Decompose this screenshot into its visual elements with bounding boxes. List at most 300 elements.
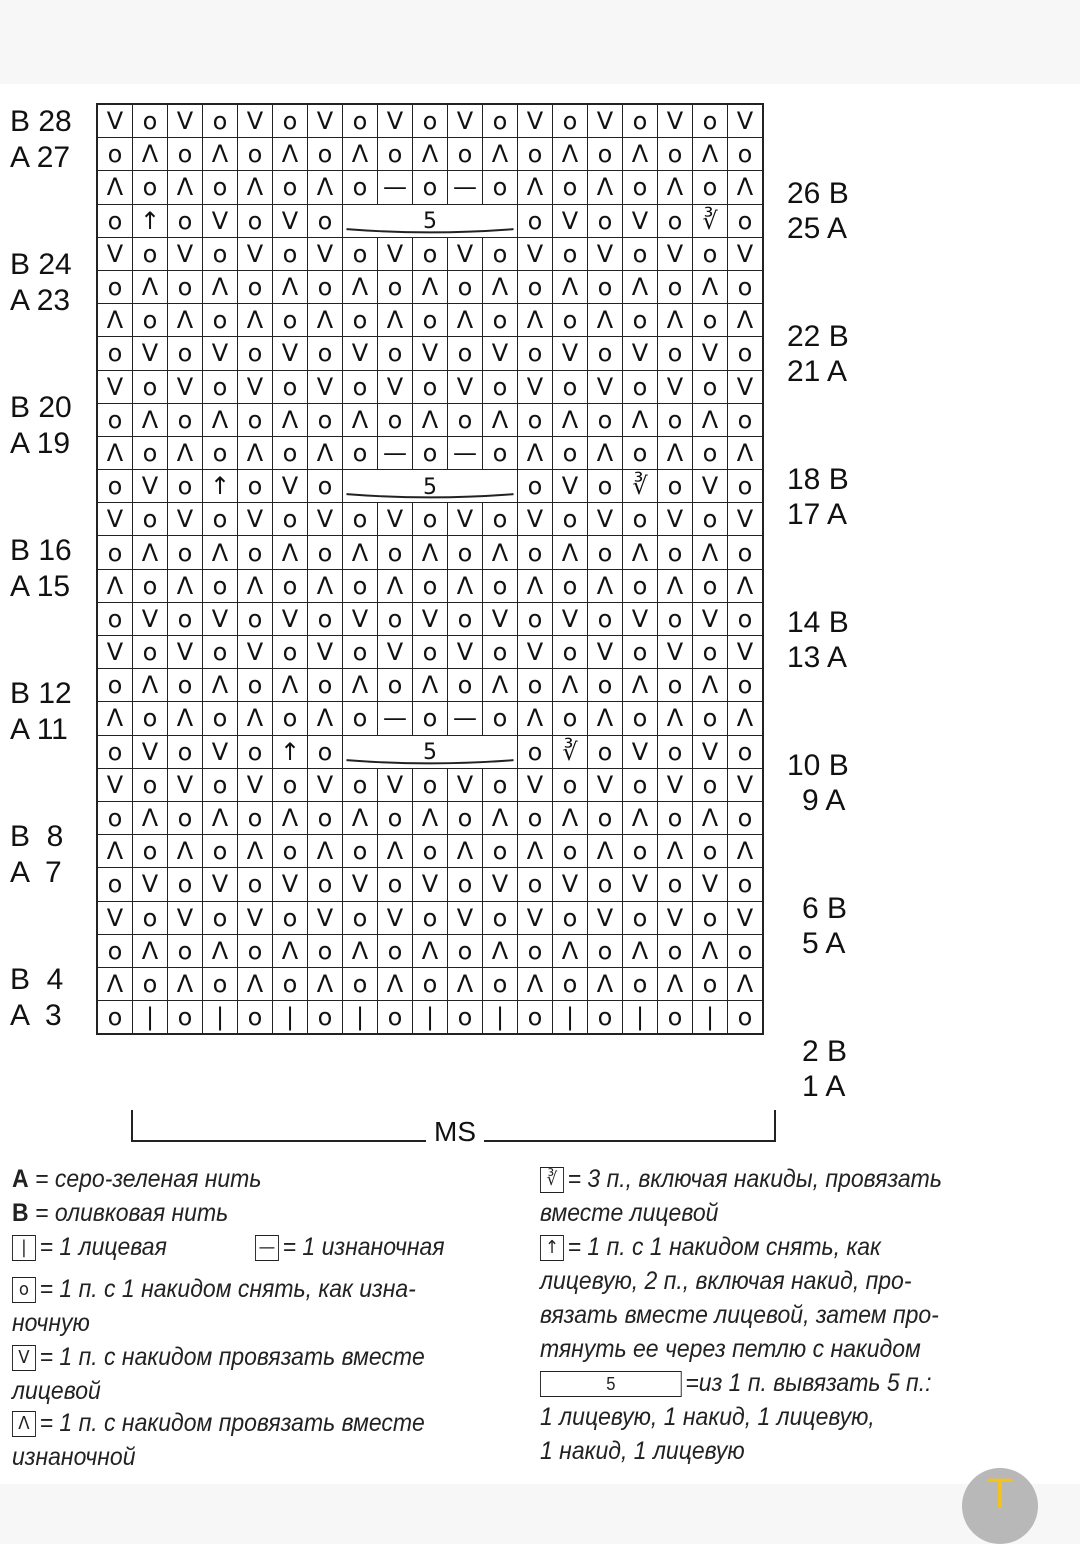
stitch-cell: Λ	[483, 801, 518, 834]
stitch-cell: Λ	[553, 934, 588, 967]
stitch-cell: V	[308, 901, 343, 934]
stitch-cell: ο	[483, 237, 518, 270]
legend-knit	[12, 1230, 167, 1264]
stitch-cell: ο	[693, 901, 728, 934]
stitch-cell: ο	[483, 901, 518, 934]
stitch-cell: ο	[97, 403, 133, 436]
stitch-cell: —	[378, 436, 413, 469]
stitch-cell: |	[483, 1001, 518, 1035]
chart-row-8	[97, 768, 763, 801]
stitch-cell: ο	[343, 569, 378, 602]
stitch-cell: V	[728, 768, 764, 801]
stitch-cell: Λ	[553, 536, 588, 569]
stitch-cell: ο	[413, 835, 448, 868]
stitch-cell: V	[658, 901, 693, 934]
stitch-cell: ο	[483, 436, 518, 469]
stitch-cell: ο	[623, 901, 658, 934]
stitch-cell: Λ	[623, 270, 658, 303]
stitch-cell: Λ	[728, 967, 764, 1000]
stitch-cell: Λ	[448, 304, 483, 337]
stitch-cell: Λ	[518, 835, 553, 868]
stitch-cell: Λ	[623, 669, 658, 702]
stitch-cell: V	[378, 768, 413, 801]
stitch-cell: V	[97, 370, 133, 403]
stitch-cell: ο	[588, 868, 623, 901]
stitch-cell: ο	[133, 569, 168, 602]
stitch-cell: ο	[413, 503, 448, 536]
stitch-cell: Λ	[273, 934, 308, 967]
stitch-cell: V	[728, 636, 764, 669]
legend-b-text: = оливковая нить	[28, 1199, 229, 1227]
stitch-cell: V	[133, 735, 168, 768]
stitch-cell: ο	[553, 901, 588, 934]
stitch-cell: V	[203, 204, 238, 237]
stitch-cell: ο	[308, 868, 343, 901]
chart-row-23	[97, 270, 763, 303]
stitch-cell: Λ	[588, 304, 623, 337]
purl-symbol-icon: —	[255, 1235, 279, 1261]
stitch-cell: ο	[343, 835, 378, 868]
stitch-cell: V	[588, 901, 623, 934]
stitch-cell: ο	[168, 868, 203, 901]
stitch-cell: V	[658, 370, 693, 403]
stitch-cell: ο	[553, 436, 588, 469]
stitch-cell: ο	[448, 602, 483, 635]
stitch-cell: V	[623, 337, 658, 370]
stitch-cell: —	[378, 171, 413, 204]
stitch-cell: Λ	[133, 403, 168, 436]
stitch-cell: Λ	[343, 669, 378, 702]
stitch-cell: ο	[308, 270, 343, 303]
stitch-cell: V	[448, 636, 483, 669]
stitch-cell: V	[483, 868, 518, 901]
stitch-cell: Λ	[203, 270, 238, 303]
row-label-5: 5 A	[802, 927, 846, 961]
stitch-cell: ο	[133, 768, 168, 801]
stitch-cell: ο	[238, 270, 273, 303]
stitch-cell: Λ	[623, 801, 658, 834]
row-label-2: 2 B	[802, 1034, 848, 1068]
stitch-cell: Λ	[238, 304, 273, 337]
stitch-cell: ο	[553, 237, 588, 270]
stitch-cell: Λ	[308, 967, 343, 1000]
stitch-cell: ο	[518, 270, 553, 303]
stitch-cell: Λ	[658, 171, 693, 204]
stitch-cell: Λ	[553, 270, 588, 303]
lambda-symbol-icon: Λ	[12, 1411, 36, 1437]
stitch-cell: ο	[448, 536, 483, 569]
stitch-cell: ο	[97, 868, 133, 901]
stitch-cell: ο	[273, 835, 308, 868]
stitch-cell: ο	[413, 304, 448, 337]
stitch-cell: ο	[133, 702, 168, 735]
row-label-15: A 15	[10, 569, 71, 603]
stitch-cell: ο	[203, 304, 238, 337]
stitch-cell: V	[97, 237, 133, 270]
stitch-cell: ο	[273, 967, 308, 1000]
stitch-cell: Λ	[658, 569, 693, 602]
stitch-cell: ο	[448, 138, 483, 171]
stitch-cell: ο	[448, 801, 483, 834]
stitch-cell: Λ	[483, 138, 518, 171]
stitch-cell: ο	[308, 337, 343, 370]
row-label-22: 22 B	[787, 319, 849, 353]
stitch-cell: ο	[483, 835, 518, 868]
stitch-cell: V	[343, 602, 378, 635]
stitch-cell: V	[728, 237, 764, 270]
stitch-cell: ο	[518, 470, 553, 503]
stitch-cell: ο	[483, 569, 518, 602]
stitch-cell: ο	[448, 270, 483, 303]
stitch-cell: |	[413, 1001, 448, 1035]
stitch-cell: Λ	[518, 967, 553, 1000]
stitch-cell: ο	[728, 669, 764, 702]
stitch-cell: V	[658, 636, 693, 669]
chart-row-3	[97, 934, 763, 967]
stitch-cell: ο	[658, 735, 693, 768]
stitch-cell: ο	[238, 602, 273, 635]
arrow-symbol-icon: ↑	[540, 1235, 564, 1261]
stitch-cell: V	[518, 636, 553, 669]
stitch-cell: ο	[273, 702, 308, 735]
stitch-cell: ο	[203, 171, 238, 204]
stitch-cell: Λ	[308, 436, 343, 469]
stitch-cell: Λ	[343, 403, 378, 436]
stitch-cell: V	[378, 901, 413, 934]
row-label-3: A 3	[10, 998, 62, 1032]
stitch-cell: ο	[623, 835, 658, 868]
stitch-cell: Λ	[623, 403, 658, 436]
stitch-cell: Λ	[378, 569, 413, 602]
text-tool-button[interactable]	[962, 1468, 1038, 1544]
stitch-cell: ο	[518, 536, 553, 569]
stitch-cell: ο	[728, 403, 764, 436]
stitch-cell: ∛	[693, 204, 728, 237]
stitch-cell: ο	[518, 403, 553, 436]
stitch-cell: ο	[97, 735, 133, 768]
stitch-cell: V	[273, 602, 308, 635]
stitch-cell: Λ	[97, 436, 133, 469]
stitch-cell: Λ	[448, 967, 483, 1000]
stitch-cell: ο	[693, 304, 728, 337]
legend-v	[12, 1340, 425, 1408]
row-label-13: 13 A	[787, 641, 848, 675]
stitch-cell: ο	[728, 735, 764, 768]
stitch-cell: Λ	[238, 171, 273, 204]
stitch-cell: ο	[693, 171, 728, 204]
stitch-cell: Λ	[588, 436, 623, 469]
stitch-cell: ο	[97, 602, 133, 635]
legend-arrow-text: = 1 п. с 1 накидом снять, как лицевую, 2 п., включая накид, про- вязать вместе лицевой, затем про- тянуть ее через петлю с накидом	[540, 1233, 939, 1363]
stitch-cell: Λ	[693, 669, 728, 702]
stitch-cell: ο	[273, 636, 308, 669]
stitch-cell: ο	[238, 735, 273, 768]
stitch-cell: V	[378, 636, 413, 669]
stitch-cell: Λ	[588, 171, 623, 204]
row-label-6: 6 B	[802, 891, 848, 925]
stitch-cell: Λ	[413, 801, 448, 834]
stitch-cell: ο	[553, 503, 588, 536]
stitch-cell: Λ	[168, 702, 203, 735]
stitch-cell: Λ	[413, 403, 448, 436]
increase-5-number: 5	[423, 740, 437, 766]
chart-row-26	[97, 171, 763, 204]
stitch-cell: ο	[693, 237, 728, 270]
stitch-cell: ο	[238, 536, 273, 569]
chart-row-1	[97, 1001, 763, 1035]
stitch-cell: ο	[133, 304, 168, 337]
stitch-cell: ο	[413, 768, 448, 801]
stitch-cell: V	[168, 636, 203, 669]
stitch-cell: V	[308, 636, 343, 669]
stitch-cell: V	[168, 370, 203, 403]
stitch-cell: Λ	[97, 967, 133, 1000]
stitch-cell: ο	[728, 337, 764, 370]
row-label-11: A 11	[10, 712, 68, 746]
stitch-cell: ο	[483, 104, 518, 138]
stitch-cell: ο	[238, 337, 273, 370]
stitch-cell: Λ	[203, 403, 238, 436]
stitch-cell: V	[483, 337, 518, 370]
stitch-cell: V	[378, 237, 413, 270]
stitch-cell: ο	[413, 636, 448, 669]
stitch-cell: —	[448, 171, 483, 204]
stitch-cell: Λ	[273, 669, 308, 702]
stitch-cell: ο	[203, 636, 238, 669]
row-label-28: B 28	[10, 105, 72, 138]
stitch-cell: V	[693, 470, 728, 503]
stitch-cell: Λ	[413, 138, 448, 171]
stitch-cell: ο	[728, 204, 764, 237]
stitch-cell: Λ	[203, 138, 238, 171]
stitch-cell: ο	[728, 470, 764, 503]
stitch-cell: Λ	[97, 569, 133, 602]
stitch-cell: ο	[658, 602, 693, 635]
stitch-cell: ο	[413, 702, 448, 735]
stitch-cell: ο	[518, 602, 553, 635]
stitch-cell: ο	[518, 669, 553, 702]
chart-row-21	[97, 337, 763, 370]
stitch-cell: V	[273, 868, 308, 901]
stitch-cell: ο	[413, 569, 448, 602]
stitch-cell: Λ	[273, 138, 308, 171]
stitch-cell: V	[168, 901, 203, 934]
stitch-cell: ο	[623, 967, 658, 1000]
stitch-cell: Λ	[273, 801, 308, 834]
stitch-cell: ο	[483, 304, 518, 337]
stitch-cell: Λ	[658, 702, 693, 735]
stitch-cell: Λ	[518, 171, 553, 204]
stitch-cell: ο	[693, 569, 728, 602]
stitch-cell: Λ	[658, 436, 693, 469]
stitch-cell: Λ	[343, 934, 378, 967]
stitch-cell: V	[518, 104, 553, 138]
stitch-cell: ο	[168, 270, 203, 303]
stitch-cell: ο	[273, 171, 308, 204]
stitch-cell: V	[623, 735, 658, 768]
stitch-cell: Λ	[343, 801, 378, 834]
stitch-cell: Λ	[97, 171, 133, 204]
stitch-cell: ο	[728, 138, 764, 171]
stitch-cell: ο	[168, 1001, 203, 1035]
chart-row-16	[97, 503, 763, 536]
stitch-cell: Λ	[378, 304, 413, 337]
stitch-cell: ο	[273, 237, 308, 270]
stitch-cell: ο	[448, 934, 483, 967]
stitch-cell: ο	[203, 503, 238, 536]
stitch-cell: ο	[308, 204, 343, 237]
stitch-cell: V	[448, 370, 483, 403]
stitch-cell: ο	[413, 104, 448, 138]
stitch-cell: ο	[448, 868, 483, 901]
stitch-cell: Λ	[133, 270, 168, 303]
stitch-cell: ο	[378, 403, 413, 436]
stitch-cell: Λ	[483, 270, 518, 303]
stitch-cell: ο	[623, 436, 658, 469]
stitch-cell: Λ	[413, 270, 448, 303]
stitch-cell: ο	[133, 237, 168, 270]
stitch-cell: Λ	[623, 138, 658, 171]
five-symbol-icon	[540, 1371, 682, 1397]
stitch-cell: ∛	[553, 735, 588, 768]
stitch-cell: |	[133, 1001, 168, 1035]
increase-5-cell	[343, 470, 518, 503]
stitch-cell: V	[728, 901, 764, 934]
stitch-cell: V	[658, 237, 693, 270]
stitch-cell: ο	[658, 801, 693, 834]
stitch-cell: V	[553, 204, 588, 237]
stitch-cell: ο	[203, 569, 238, 602]
stitch-cell: Λ	[168, 171, 203, 204]
legend-yarn-b	[12, 1196, 228, 1230]
stitch-cell: V	[448, 237, 483, 270]
stitch-cell: ο	[483, 636, 518, 669]
stitch-cell: Λ	[448, 835, 483, 868]
stitch-cell: ο	[693, 436, 728, 469]
stitch-cell: V	[238, 237, 273, 270]
stitch-cell: Λ	[553, 669, 588, 702]
stitch-cell: Λ	[168, 569, 203, 602]
stitch-cell: ο	[308, 602, 343, 635]
legend-purl-text: = 1 изнаночная	[282, 1233, 445, 1261]
stitch-cell: ο	[343, 967, 378, 1000]
stitch-cell: ∛	[623, 470, 658, 503]
stitch-cell: Λ	[133, 934, 168, 967]
stitch-cell: ο	[203, 967, 238, 1000]
stitch-cell: ο	[378, 602, 413, 635]
stitch-cell: V	[273, 337, 308, 370]
increase-5-cell	[343, 204, 518, 237]
stitch-cell: V	[588, 370, 623, 403]
stitch-cell: V	[658, 104, 693, 138]
stitch-cell: ο	[168, 801, 203, 834]
stitch-cell: ο	[693, 503, 728, 536]
stitch-cell: V	[413, 868, 448, 901]
stitch-cell: V	[168, 237, 203, 270]
stitch-cell: V	[168, 768, 203, 801]
stitch-cell: ο	[343, 171, 378, 204]
stitch-cell: Λ	[413, 934, 448, 967]
stitch-cell: ο	[623, 370, 658, 403]
stitch-cell: ο	[658, 403, 693, 436]
stitch-cell: V	[238, 370, 273, 403]
stitch-cell: ο	[448, 1001, 483, 1035]
stitch-cell: —	[448, 702, 483, 735]
increase-5-cell	[343, 735, 518, 768]
chart-row-11	[97, 669, 763, 702]
stitch-cell: V	[97, 768, 133, 801]
stitch-cell: ο	[553, 636, 588, 669]
stitch-cell: ο	[238, 868, 273, 901]
stitch-cell: ο	[97, 337, 133, 370]
stitch-cell: V	[588, 104, 623, 138]
stitch-cell: ο	[588, 138, 623, 171]
stitch-cell: |	[693, 1001, 728, 1035]
stitch-cell: ο	[378, 337, 413, 370]
stitch-cell: V	[97, 503, 133, 536]
stitch-cell: Λ	[203, 669, 238, 702]
stitch-cell: ο	[588, 1001, 623, 1035]
stitch-cell: V	[203, 337, 238, 370]
stitch-cell: ο	[133, 171, 168, 204]
stitch-cell: ο	[588, 536, 623, 569]
stitch-cell: Λ	[518, 436, 553, 469]
legend-b-key: B	[12, 1199, 29, 1227]
stitch-cell: V	[238, 636, 273, 669]
stitch-cell: ο	[308, 735, 343, 768]
stitch-cell: Λ	[273, 403, 308, 436]
legend-v-text: = 1 п. с накидом провязать вместе лицевой	[12, 1343, 425, 1405]
stitch-cell: Λ	[238, 436, 273, 469]
stitch-cell: ο	[588, 337, 623, 370]
chart-row-5	[97, 868, 763, 901]
chart-row-25	[97, 204, 763, 237]
stitch-cell: ο	[133, 104, 168, 138]
chart-row-27	[97, 138, 763, 171]
row-label-24: B 24	[10, 248, 72, 281]
stitch-cell: V	[658, 768, 693, 801]
stitch-cell: Λ	[168, 304, 203, 337]
stitch-cell: Λ	[553, 801, 588, 834]
stitch-cell: ο	[413, 967, 448, 1000]
stitch-cell: V	[518, 901, 553, 934]
stitch-cell: V	[273, 204, 308, 237]
stitch-cell: V	[728, 503, 764, 536]
stitch-cell: Λ	[588, 702, 623, 735]
stitch-cell: ο	[483, 171, 518, 204]
knit-symbol-icon: |	[12, 1235, 36, 1261]
stitch-cell: ο	[413, 901, 448, 934]
legend-five	[540, 1366, 931, 1468]
stitch-cell: Λ	[273, 536, 308, 569]
chart-row-2	[97, 967, 763, 1000]
stitch-cell: ο	[378, 1001, 413, 1035]
row-label-20: B 20	[10, 391, 72, 424]
stitch-cell: V	[448, 503, 483, 536]
stitch-cell: ο	[658, 669, 693, 702]
stitch-cell: V	[588, 237, 623, 270]
stitch-cell: ο	[588, 602, 623, 635]
stitch-cell: ο	[168, 536, 203, 569]
stitch-cell: ο	[728, 1001, 764, 1035]
stitch-cell: V	[693, 337, 728, 370]
stitch-cell: ο	[238, 138, 273, 171]
stitch-cell: ο	[658, 138, 693, 171]
legend-purl	[255, 1230, 445, 1264]
stitch-cell: |	[203, 1001, 238, 1035]
stitch-cell: V	[97, 901, 133, 934]
stitch-cell: V	[97, 636, 133, 669]
